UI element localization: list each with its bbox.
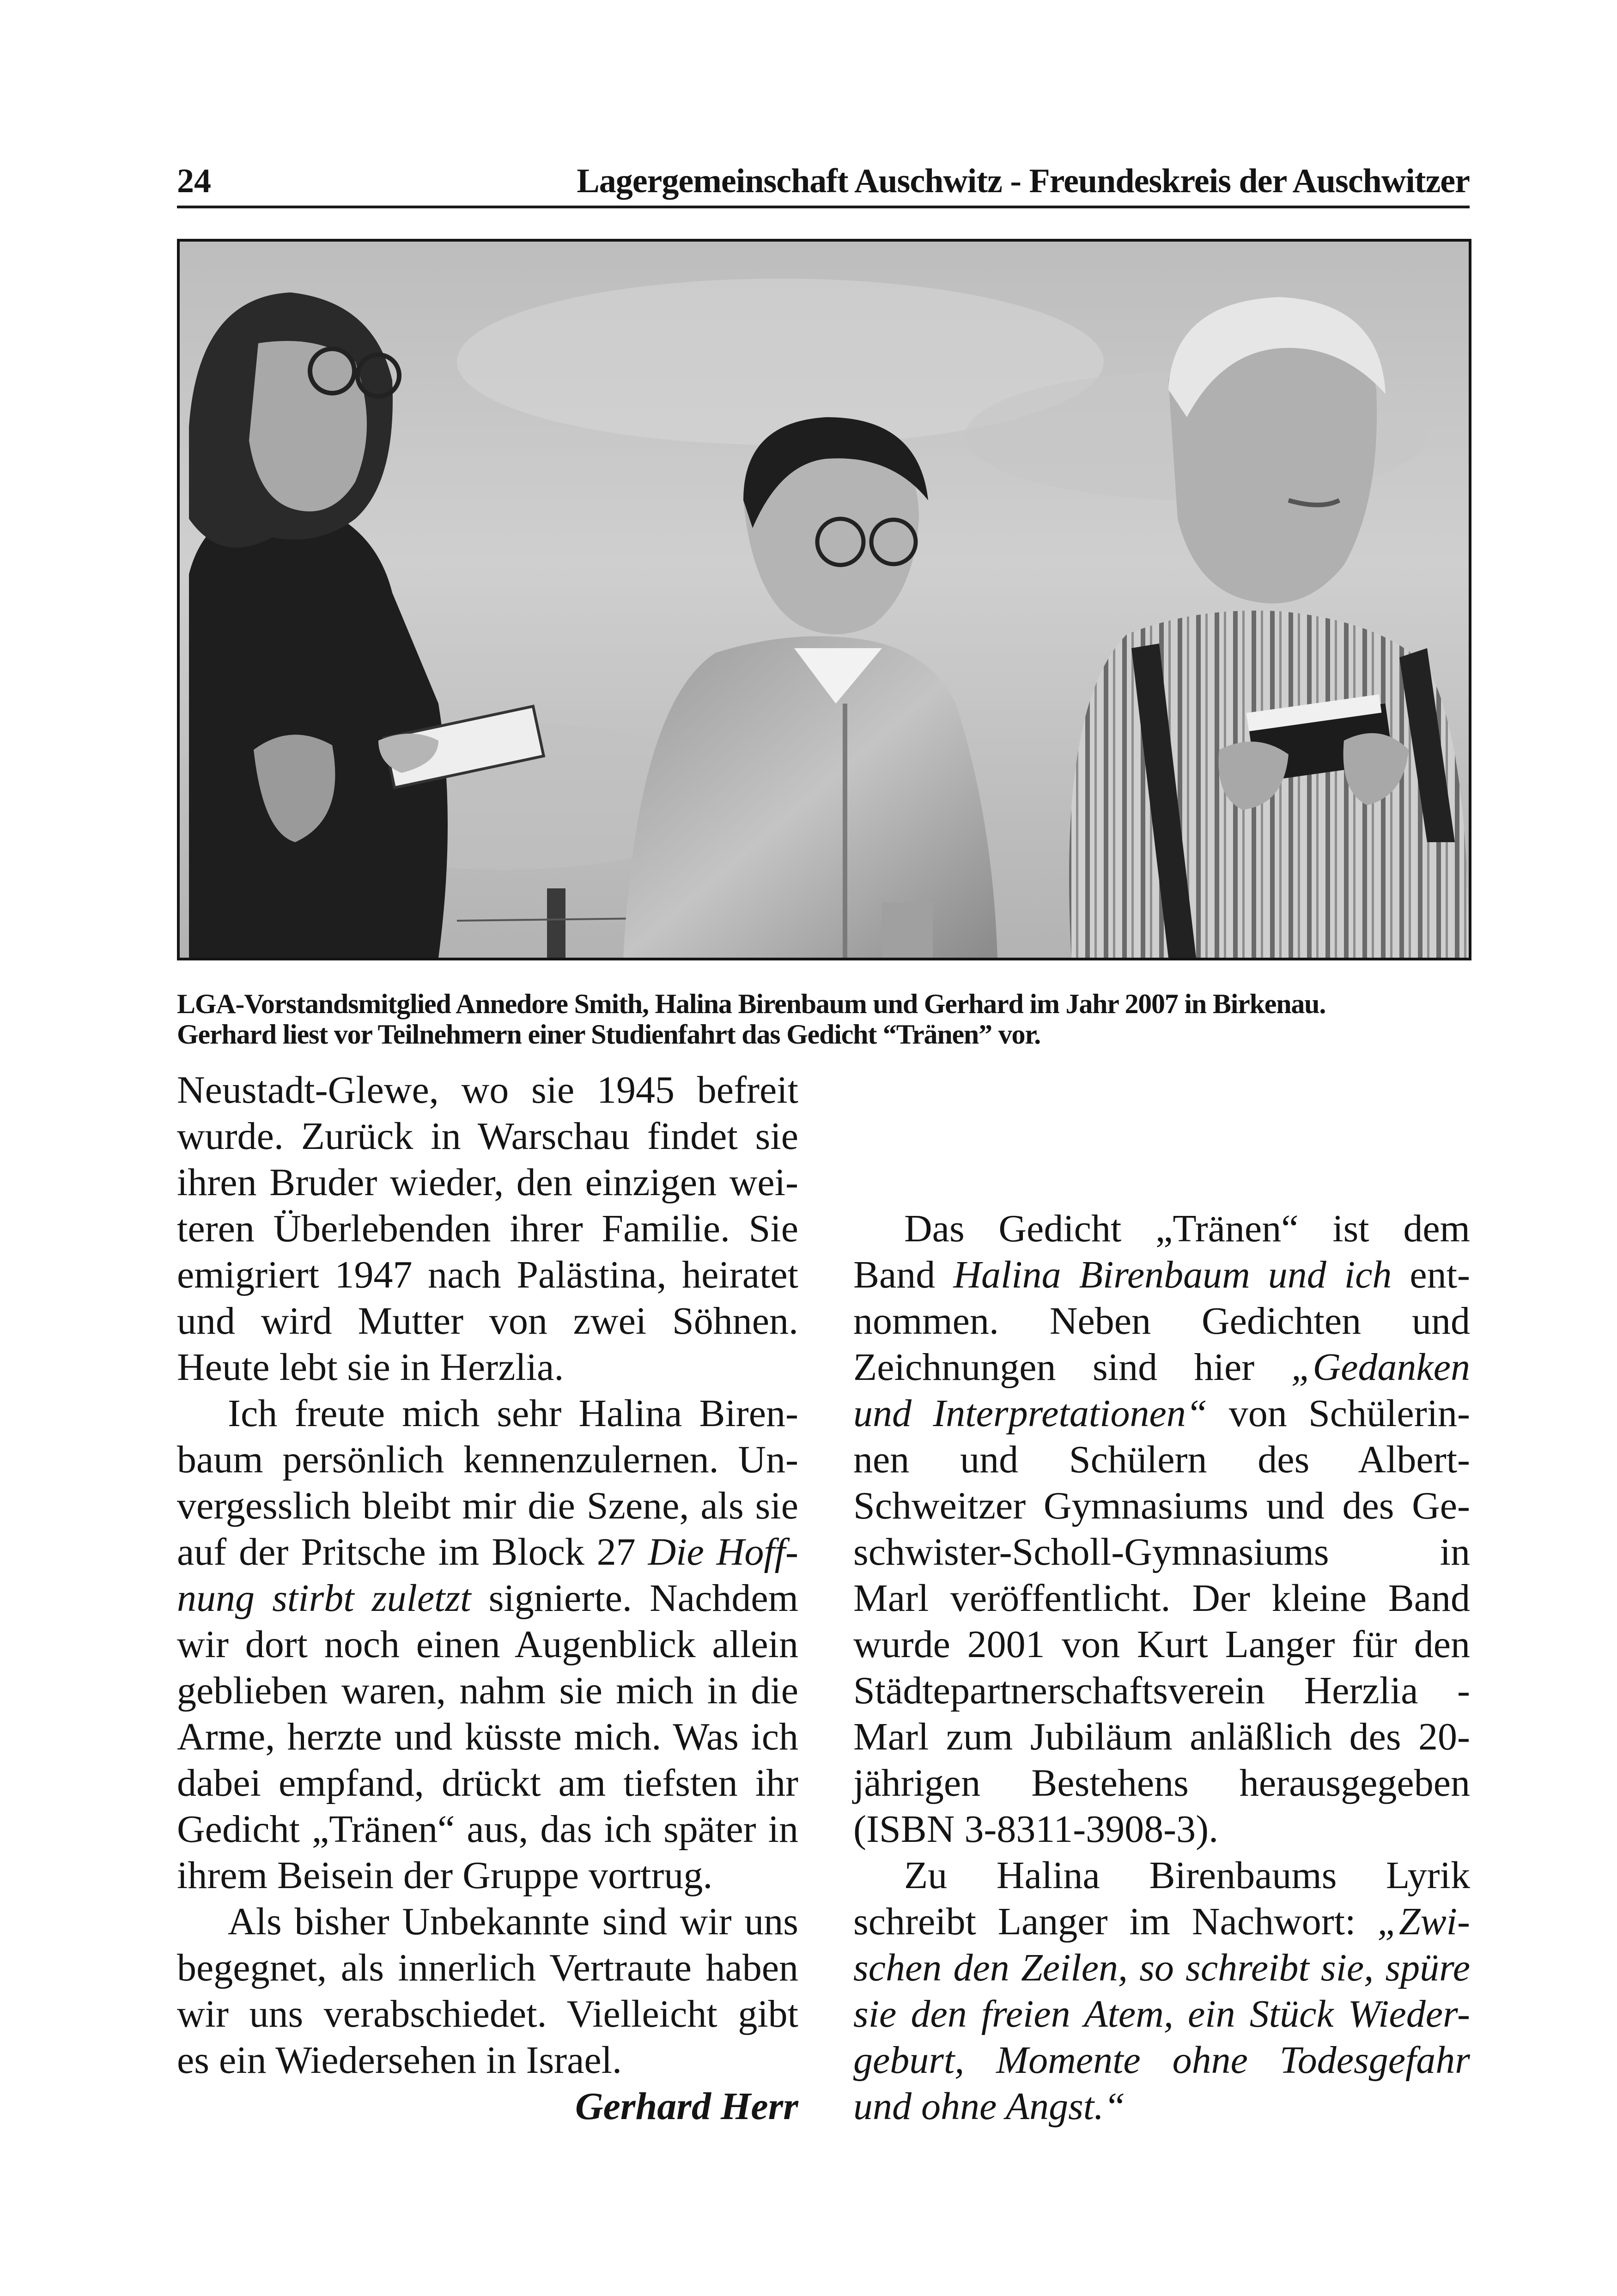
text-line (177, 1529, 798, 1575)
left-column (177, 1067, 798, 2130)
caption-line: Gerhard liest vor Teilnehmern einer Studienfahrt das Gedicht “Tränen” vor. (177, 1019, 1041, 1050)
text-line: emigriert 1947 nach Palästina, heiratet (177, 1253, 798, 1296)
quote-italic: geburt, Momente ohne Todesgefahr (853, 2039, 1470, 2082)
quote-italic: und ohne Angst.“ (853, 2085, 1125, 2128)
text-line: wurde. Zurück in Warschau findet sie (177, 1115, 798, 1158)
text-line: nen und Schülern des Albert- (853, 1438, 1470, 1481)
text-line: wir dort noch einen Augenblick allein (177, 1623, 798, 1666)
text-line (853, 2037, 1470, 2083)
text-line: wir uns verabschiedet. Vielleicht gibt (177, 1992, 798, 2035)
text-span: auf der Pritsche im Block 27 (177, 1531, 648, 1573)
text-line: und wird Mutter von zwei Söhnen. (177, 1300, 798, 1342)
text-line: jährigen Bestehens herausgegeben (853, 1761, 1470, 1804)
quote-italic: sie den freien Atem, ein Stück Wieder- (853, 1992, 1470, 2035)
text-span: Band (853, 1253, 954, 1296)
text-line: ihren Bruder wieder, den einzigen wei- (177, 1161, 798, 1204)
running-title: Lagergemeinschaft Auschwitz - Freundeskreis der Auschwitzer (577, 162, 1470, 200)
text-line: Städtepartnerschaftsverein Herzlia - (853, 1669, 1470, 1712)
text-line: Marl zum Jubiläum anläßlich des 20- (853, 1715, 1470, 1758)
text-line: Schweitzer Gymnasiums und des Ge- (853, 1484, 1470, 1527)
text-line: schwister-Scholl-Gymnasiums in (853, 1531, 1470, 1573)
text-line: teren Überlebenden ihrer Familie. Sie (177, 1207, 798, 1250)
text-line: wurde 2001 von Kurt Langer für den (853, 1623, 1470, 1666)
text-span: ent- (1392, 1253, 1471, 1296)
book-title-italic: Die Hoff- (648, 1531, 798, 1573)
text-line: (ISBN 3-8311-3908-3). (853, 1808, 1219, 1851)
quote-italic: schen den Zeilen, so schreibt sie, spüre (853, 1946, 1470, 1989)
text-line: Ich freute mich sehr Halina Biren- (228, 1392, 798, 1435)
text-line: Zu Halina Birenbaums Lyrik (904, 1854, 1470, 1897)
text-line (853, 1391, 1470, 1437)
book-title-italic: Halina Birenbaum und ich (953, 1253, 1392, 1296)
right-column (853, 1206, 1470, 2130)
text-line: begegnet, als innerlich Vertraute haben (177, 1946, 798, 1989)
text-span: schreibt Langer im Nachwort: (853, 1900, 1378, 1943)
text-line: Als bisher Unbekannte sind wir uns (228, 1900, 798, 1943)
text-span: signierte. Nachdem (471, 1577, 798, 1620)
author-signature: Gerhard Herr (575, 2085, 798, 2128)
text-line: Marl veröffentlicht. Der kleine Band (853, 1577, 1470, 1620)
text-line (853, 1945, 1470, 1991)
text-line: Das Gedicht „Tränen“ ist dem (904, 1207, 1470, 1250)
text-span: Zeichnungen sind hier (853, 1346, 1291, 1389)
quote-italic: und Interpretationen“ (853, 1392, 1208, 1435)
text-line: es ein Wiedersehen in Israel. (177, 2039, 622, 2082)
quote-italic: „Gedanken (1291, 1346, 1470, 1389)
quote-italic: „Zwi- (1377, 1900, 1470, 1943)
page-number: 24 (177, 162, 211, 200)
text-line: ihrem Beisein der Gruppe vortrug. (177, 1854, 713, 1897)
text-line: Gedicht „Tränen“ aus, das ich später in (177, 1808, 798, 1851)
text-line (177, 1575, 798, 1622)
text-line: Heute lebt sie in Herzlia. (177, 1346, 564, 1389)
text-line (853, 1899, 1470, 1945)
text-span: von Schülerin- (1207, 1392, 1470, 1435)
photo-figure (177, 239, 1471, 960)
text-line: dabei empfand, drückt am tiefsten ihr (177, 1761, 798, 1804)
text-line: nommen. Neben Gedichten und (853, 1300, 1470, 1342)
photo-three-people-icon (180, 242, 1469, 958)
text-line (853, 1252, 1470, 1298)
caption-line: LGA-Vorstandsmitglied Annedore Smith, Halina Birenbaum und Gerhard im Jahr 2007 in Birkenau. (177, 989, 1326, 1019)
text-line: vergesslich bleibt mir die Szene, als sie (177, 1484, 798, 1527)
book-title-italic: nung stirbt zuletzt (177, 1577, 471, 1620)
page-header (177, 155, 1470, 208)
text-line: Neustadt-Glewe, wo sie 1945 befreit (177, 1069, 798, 1112)
photo-caption (177, 989, 1471, 1050)
text-line (853, 1991, 1470, 2037)
text-line: geblieben waren, nahm sie mich in die (177, 1669, 798, 1712)
text-line (853, 2083, 1470, 2130)
text-line: Arme, herzte und küsste mich. Was ich (177, 1715, 798, 1758)
text-line (853, 1344, 1470, 1391)
text-line: baum persönlich kennenzulernen. Un- (177, 1438, 798, 1481)
